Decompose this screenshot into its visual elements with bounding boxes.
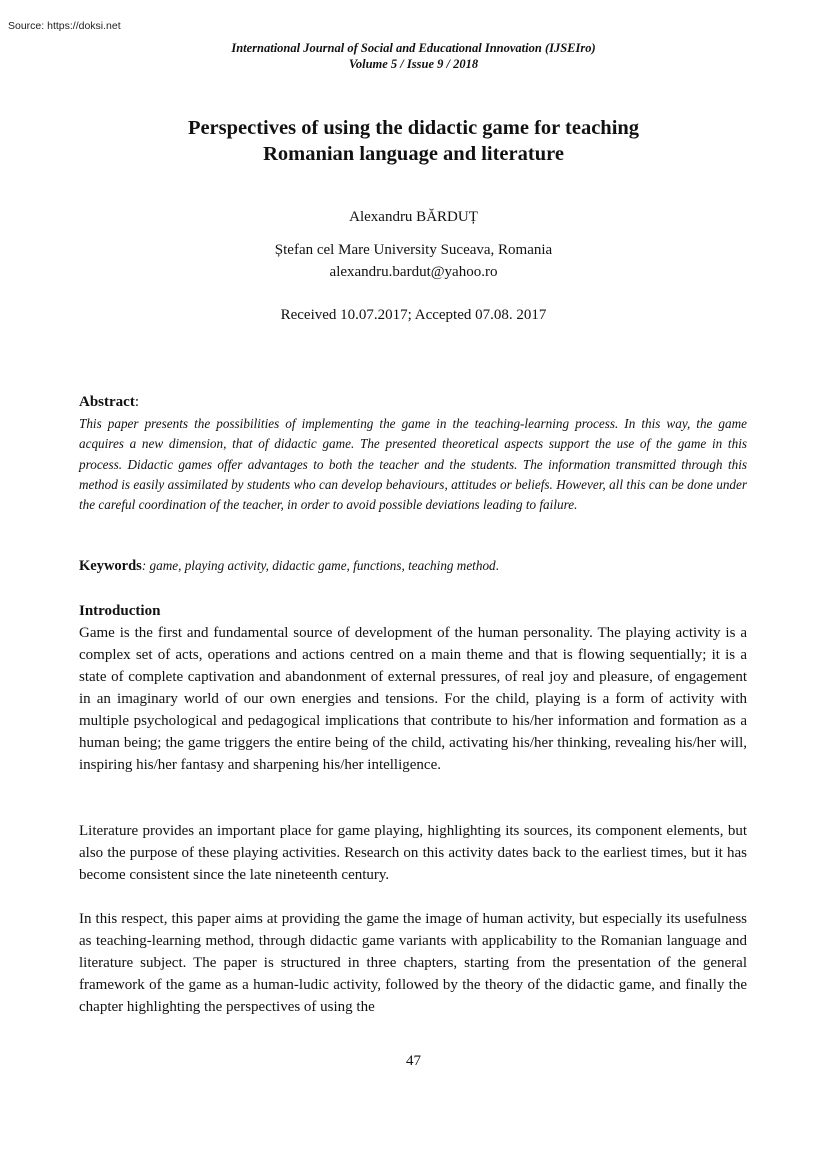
paper-title-line-1: Perspectives of using the didactic game for teaching — [187, 117, 640, 139]
keywords-text: : game, playing activity, didactic game, functions, teaching method — [141, 558, 496, 573]
journal-header — [0, 40, 827, 72]
journal-issue: Volume 5 / Issue 9 / 2018 — [348, 57, 479, 71]
source-url: Source: https://doksi.net — [8, 20, 121, 32]
author-name: Alexandru BĂRDUȚ — [349, 209, 478, 225]
abstract-text: This paper presents the possibilities of implementing the game in the teaching-learning process. In this way, the game acquires a new dimension, that of didactic game. The presented theoretical aspects support the use of the game in this process. Didactic games offer advantages to both the teacher and the students. The information transmitted through this method is easily assimilated by students who can develop behaviours, attitudes or beliefs. However, all this can be done under the careful coordination of the teacher, in order to avoid possible deviations leading to failure. — [79, 416, 747, 513]
introduction-paragraph-1: Game is the first and fundamental source of development of the human personality. The playing activity is a complex set of acts, operations and actions centred on a main theme and that is flowing sequentially; it is a state of complete captivation and abandonment of external pressures, of real joy and pleasure, of engagement in an imaginary world of our own energies and tensions. For the child, playing is a form of activity with multiple psychological and pedagogical implications that contribute to his/her information and formation as a human being; the game triggers the entire being of the child, activating his/her thinking, revealing his/her will, inspiring his/her fantasy and sharpening his/her intelligence. — [79, 625, 747, 773]
paper-title — [0, 115, 827, 167]
keywords-end: . — [495, 558, 499, 573]
paper-title-line-2: Romanian language and literature — [263, 143, 564, 165]
author-affiliation: Ștefan cel Mare University Suceava, Romania — [274, 242, 553, 258]
introduction-paragraph-3: In this respect, this paper aims at providing the game the image of human activity, but especially its usefulness as teaching-learning method, through didactic game variants with applicability to the Romanian language and literature subject. The paper is structured in three chapters, starting from the presentation of the general framework of the game as a human-ludic activity, followed by the theory of the didactic game, and finally the chapter highlighting the perspectives of using the — [79, 911, 747, 1015]
received-accepted-dates: Received 10.07.2017; Accepted 07.08. 2017 — [280, 307, 547, 323]
page-number: 47 — [406, 1053, 421, 1069]
introduction-heading: Introduction — [79, 603, 161, 619]
introduction-paragraph-2: Literature provides an important place for game playing, highlighting its sources, its component elements, but also the purpose of these playing activities. Research on this activity dates back to the earliest times, but it has become consistent since the late nineteenth century. — [79, 823, 747, 883]
keywords — [79, 556, 747, 576]
abstract-heading — [79, 392, 747, 412]
abstract-colon: : — [134, 394, 139, 410]
journal-name: International Journal of Social and Educational Innovation (IJSEIro) — [231, 41, 596, 55]
author-email: alexandru.bardut@yahoo.ro — [329, 264, 498, 280]
abstract-label: Abstract — [79, 394, 135, 410]
keywords-label: Keywords — [79, 558, 142, 574]
